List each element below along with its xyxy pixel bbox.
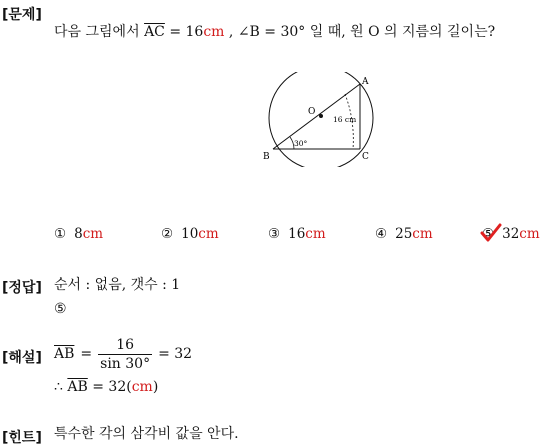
choice-1-number: ① bbox=[54, 226, 67, 242]
solution-close-paren: ) bbox=[152, 379, 159, 395]
solution-formula bbox=[54, 336, 192, 374]
label-o: O bbox=[308, 107, 316, 117]
choice-3-unit: cm bbox=[305, 226, 326, 242]
answer-line2: ⑤ bbox=[54, 301, 67, 317]
label-30deg: 30° bbox=[294, 139, 308, 148]
choice-5[interactable] bbox=[482, 226, 540, 242]
choice-3[interactable] bbox=[268, 226, 326, 242]
solution-conclusion bbox=[54, 380, 158, 395]
choice-2[interactable] bbox=[161, 226, 219, 242]
answer-line1: 순서 : 없음, 갯수 : 1 bbox=[54, 277, 181, 293]
choice-2-number: ② bbox=[161, 226, 174, 242]
solution-ab: $\overline{AB}$ bbox=[54, 346, 75, 363]
choice-1-unit: cm bbox=[82, 226, 104, 242]
hint-text: 특수한 각의 삼각비 값을 안다. bbox=[54, 426, 239, 442]
choice-2-value: 10 bbox=[181, 226, 199, 242]
therefore-symbol: ∴ bbox=[54, 379, 63, 395]
question-prefix: 다음 그림에서 bbox=[54, 24, 140, 40]
choice-5-value: 32 bbox=[502, 226, 520, 242]
fraction-numerator: 16 bbox=[98, 338, 152, 355]
solution-equals: = bbox=[80, 346, 93, 363]
solution-unit: cm bbox=[131, 379, 153, 395]
choice-5-unit: cm bbox=[519, 226, 540, 242]
solution-eq-result: = 32 bbox=[158, 346, 193, 363]
problem-question bbox=[54, 25, 495, 40]
solution-ab-2: $\overline{AB}$ bbox=[67, 379, 88, 395]
solution-label: [해설] bbox=[2, 350, 42, 366]
problem-label: [문제] bbox=[2, 7, 42, 23]
segment-ac: $\overline{AC}$ bbox=[144, 24, 165, 40]
label-a: A bbox=[362, 77, 369, 87]
label-16cm: 16 cm bbox=[333, 115, 357, 124]
solution-fraction bbox=[98, 338, 152, 373]
choice-3-value: 16 bbox=[288, 226, 306, 242]
check-icon bbox=[480, 223, 502, 243]
choice-5-number: ⑤ bbox=[482, 226, 495, 242]
answer-label: [정답] bbox=[2, 280, 42, 296]
choice-4-value: 25 bbox=[395, 226, 413, 242]
choice-3-number: ③ bbox=[268, 226, 281, 242]
choice-5-marker bbox=[482, 226, 502, 242]
equals-16: = 16 bbox=[169, 24, 204, 40]
choice-1[interactable] bbox=[54, 226, 103, 242]
circle-figure bbox=[262, 72, 382, 167]
choice-2-unit: cm bbox=[198, 226, 219, 242]
choice-4[interactable] bbox=[375, 226, 433, 242]
solution-result: = 32( bbox=[92, 379, 132, 395]
choice-4-number: ④ bbox=[375, 226, 388, 242]
choice-1-value: 8 bbox=[74, 226, 83, 242]
label-b: B bbox=[263, 152, 270, 162]
label-c: C bbox=[362, 152, 369, 162]
center-o-dot bbox=[319, 114, 323, 118]
angle-condition: , ∠B = 30° 일 때, 원 O 의 지름의 길이는? bbox=[228, 24, 496, 40]
hint-label: [힌트] bbox=[2, 430, 42, 446]
fraction-denominator: sin 30° bbox=[100, 356, 151, 372]
choice-4-unit: cm bbox=[412, 226, 433, 242]
unit-cm: cm bbox=[203, 24, 225, 40]
